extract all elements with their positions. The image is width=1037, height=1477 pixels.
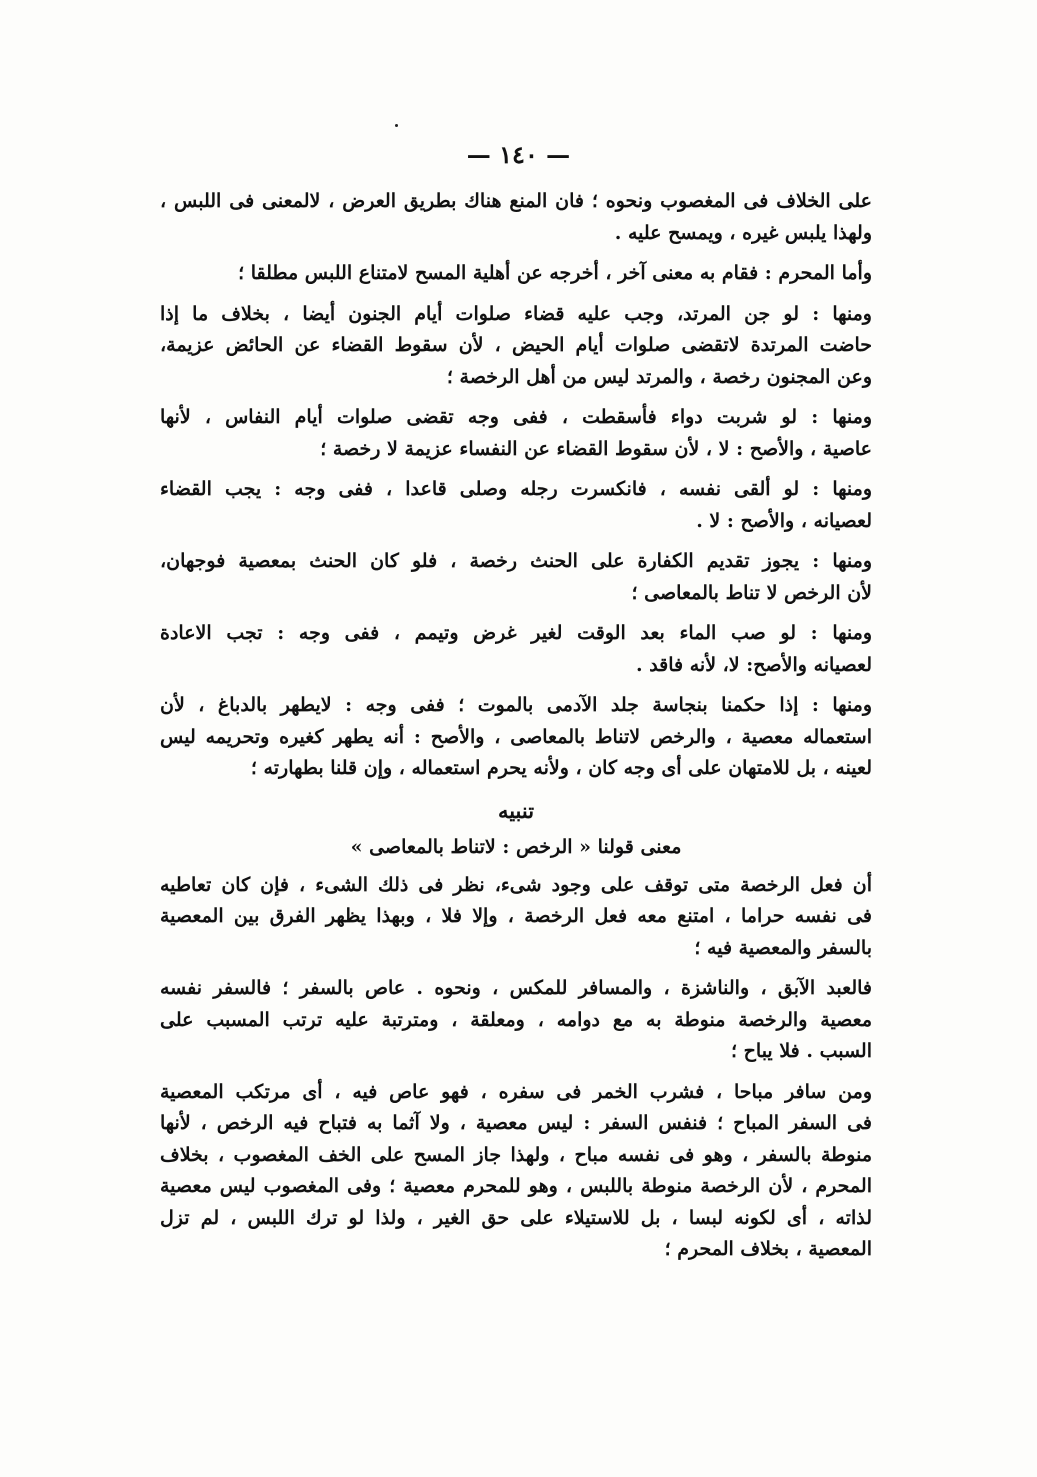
text-line: استعماله معصية ، والرخص لاتناط بالمعاصى ، والأصح : أنه يطهر كغيره وتحريمه ليس	[160, 725, 872, 748]
text-line: ومنها : لو ألقى نفسه ، فانكسرت رجله وصلى قاعدا ، ففى وجه : يجب القضاء	[160, 478, 872, 500]
text-line: فى نفسه حراما ، امتنع معه فعل الرخصة ، وإلا فلا ، وبهذا يظهر الفرق بين المعصية	[160, 905, 872, 927]
text-line: فى السفر المباح ؛ فنفس السفر : ليس معصية ، ولا آثما به فتباح فيه الرخص ، لأنها	[160, 1112, 872, 1134]
paragraph	[160, 474, 872, 537]
text-line: لأن الرخص لا تناط بالمعاصى ؛	[631, 581, 872, 604]
text-line: ومنها : لو صب الماء بعد الوقت لغير غرض وتيمم ، ففى وجه : تجب الاعادة	[160, 622, 872, 644]
ink-speck	[395, 124, 398, 127]
paragraph	[160, 690, 872, 785]
paragraph	[160, 1077, 872, 1266]
text-line: ولهذا يلبس غيره ، ويمسح عليه .	[614, 221, 872, 244]
paragraph	[160, 618, 872, 681]
paragraph	[160, 546, 872, 609]
main-paragraphs	[160, 186, 872, 785]
text-line: عاصية ، والأصح : لا ، لأن سقوط القضاء عن النفساء عزيمة لا رخصة ؛	[320, 437, 872, 460]
paragraph	[160, 870, 872, 965]
paragraph	[160, 299, 872, 394]
text-line: معصية والرخصة منوطة به مع دوامه ، ومعلقة ، ومترتبة عليه ترتب المسبب على	[160, 1008, 872, 1031]
text-line: السبب . فلا يباح ؛	[730, 1040, 872, 1062]
text-line: منوطة بالسفر ، وهو فى نفسه مباح ، ولهذا جاز المسح على الخف المغصوب ، بخلاف	[160, 1143, 872, 1166]
text-line: حاضت المرتدة لاتقضى صلوات أيام الحيض ، لأن سقوط القضاء عن الحائض عزيمة،	[160, 334, 872, 356]
text-line: على الخلاف فى المغصوب ونحوه ؛ فان المنع هناك بطريق العرض ، لالمعنى فى اللبس ،	[160, 190, 872, 212]
notice-heading: تنبيه	[497, 797, 535, 823]
text-line: لذاته ، أى لكونه لبسا ، بل للاستيلاء على حق الغير ، ولذا لو ترك اللبس ، لم تزل	[160, 1206, 872, 1229]
text-line: بالسفر والمعصية فيه ؛	[694, 936, 872, 959]
text-line: لعينه ، بل للامتهان على أى وجه كان ، ولأنه يحرم استعماله ، وإن قلنا بطهارته ؛	[250, 757, 872, 779]
text-line: وأما المحرم : فقام به معنى آخر ، أخرجه عن أهلية المسح لامتناع اللبس مطلقا ؛	[238, 262, 872, 284]
text-line: المحرم ، لأن الرخصة منوطة باللبس ، وهو للمحرم معصية ؛ وفى المغصوب ليس معصية	[160, 1175, 872, 1197]
text-line: أن فعل الرخصة متى توقف على وجود شىء، نظر فى ذلك الشىء ، فإن كان تعاطيه	[160, 873, 872, 896]
paragraph	[160, 186, 872, 249]
text-line: لعصيانه ، والأصح : لا .	[696, 509, 872, 532]
text-line: ومنها : لو شربت دواء فأسقطت ، ففى وجه تقضى صلوات أيام النفاس ، لأنها	[160, 406, 872, 428]
text-line: فالعبد الآبق ، والناشزة ، والمسافر للمكس ، ونحوه . عاص بالسفر ؛ فالسفر نفسه	[160, 977, 872, 999]
notice-subheading: معنى قولنا « الرخص : لاتناط بالمعاصى »	[350, 836, 682, 858]
text-line: ومن سافر مباحا ، فشرب الخمر فى سفره ، فهو عاص فيه ، أى مرتكب المعصية	[160, 1080, 872, 1103]
page-number: — ١٤٠ —	[466, 140, 571, 169]
text-line: ومنها : يجوز تقديم الكفارة على الحنث رخصة ، فلو كان الحنث بمعصية فوجهان،	[160, 550, 872, 572]
text-line: لعصيانه والأصح: لا، لأنه فاقد .	[635, 653, 872, 676]
paragraph	[160, 973, 872, 1068]
notice-paragraphs	[160, 870, 872, 1266]
text-line: ومنها : إذا حكمنا بنجاسة جلد الآدمى بالموت ؛ ففى وجه : لايطهر بالدباغ ، لأن	[160, 694, 872, 716]
page-text	[160, 186, 872, 1275]
text-line: المعصية ، بخلاف المحرم ؛	[664, 1238, 872, 1260]
text-line: وعن المجنون رخصة ، والمرتد ليس من أهل الرخصة ؛	[446, 365, 872, 388]
paragraph	[160, 258, 872, 290]
paragraph	[160, 402, 872, 465]
text-line: ومنها : لو جن المرتد، وجب عليه قضاء صلوات أيام الجنون أيضا ، بخلاف ما إذا	[160, 302, 872, 325]
